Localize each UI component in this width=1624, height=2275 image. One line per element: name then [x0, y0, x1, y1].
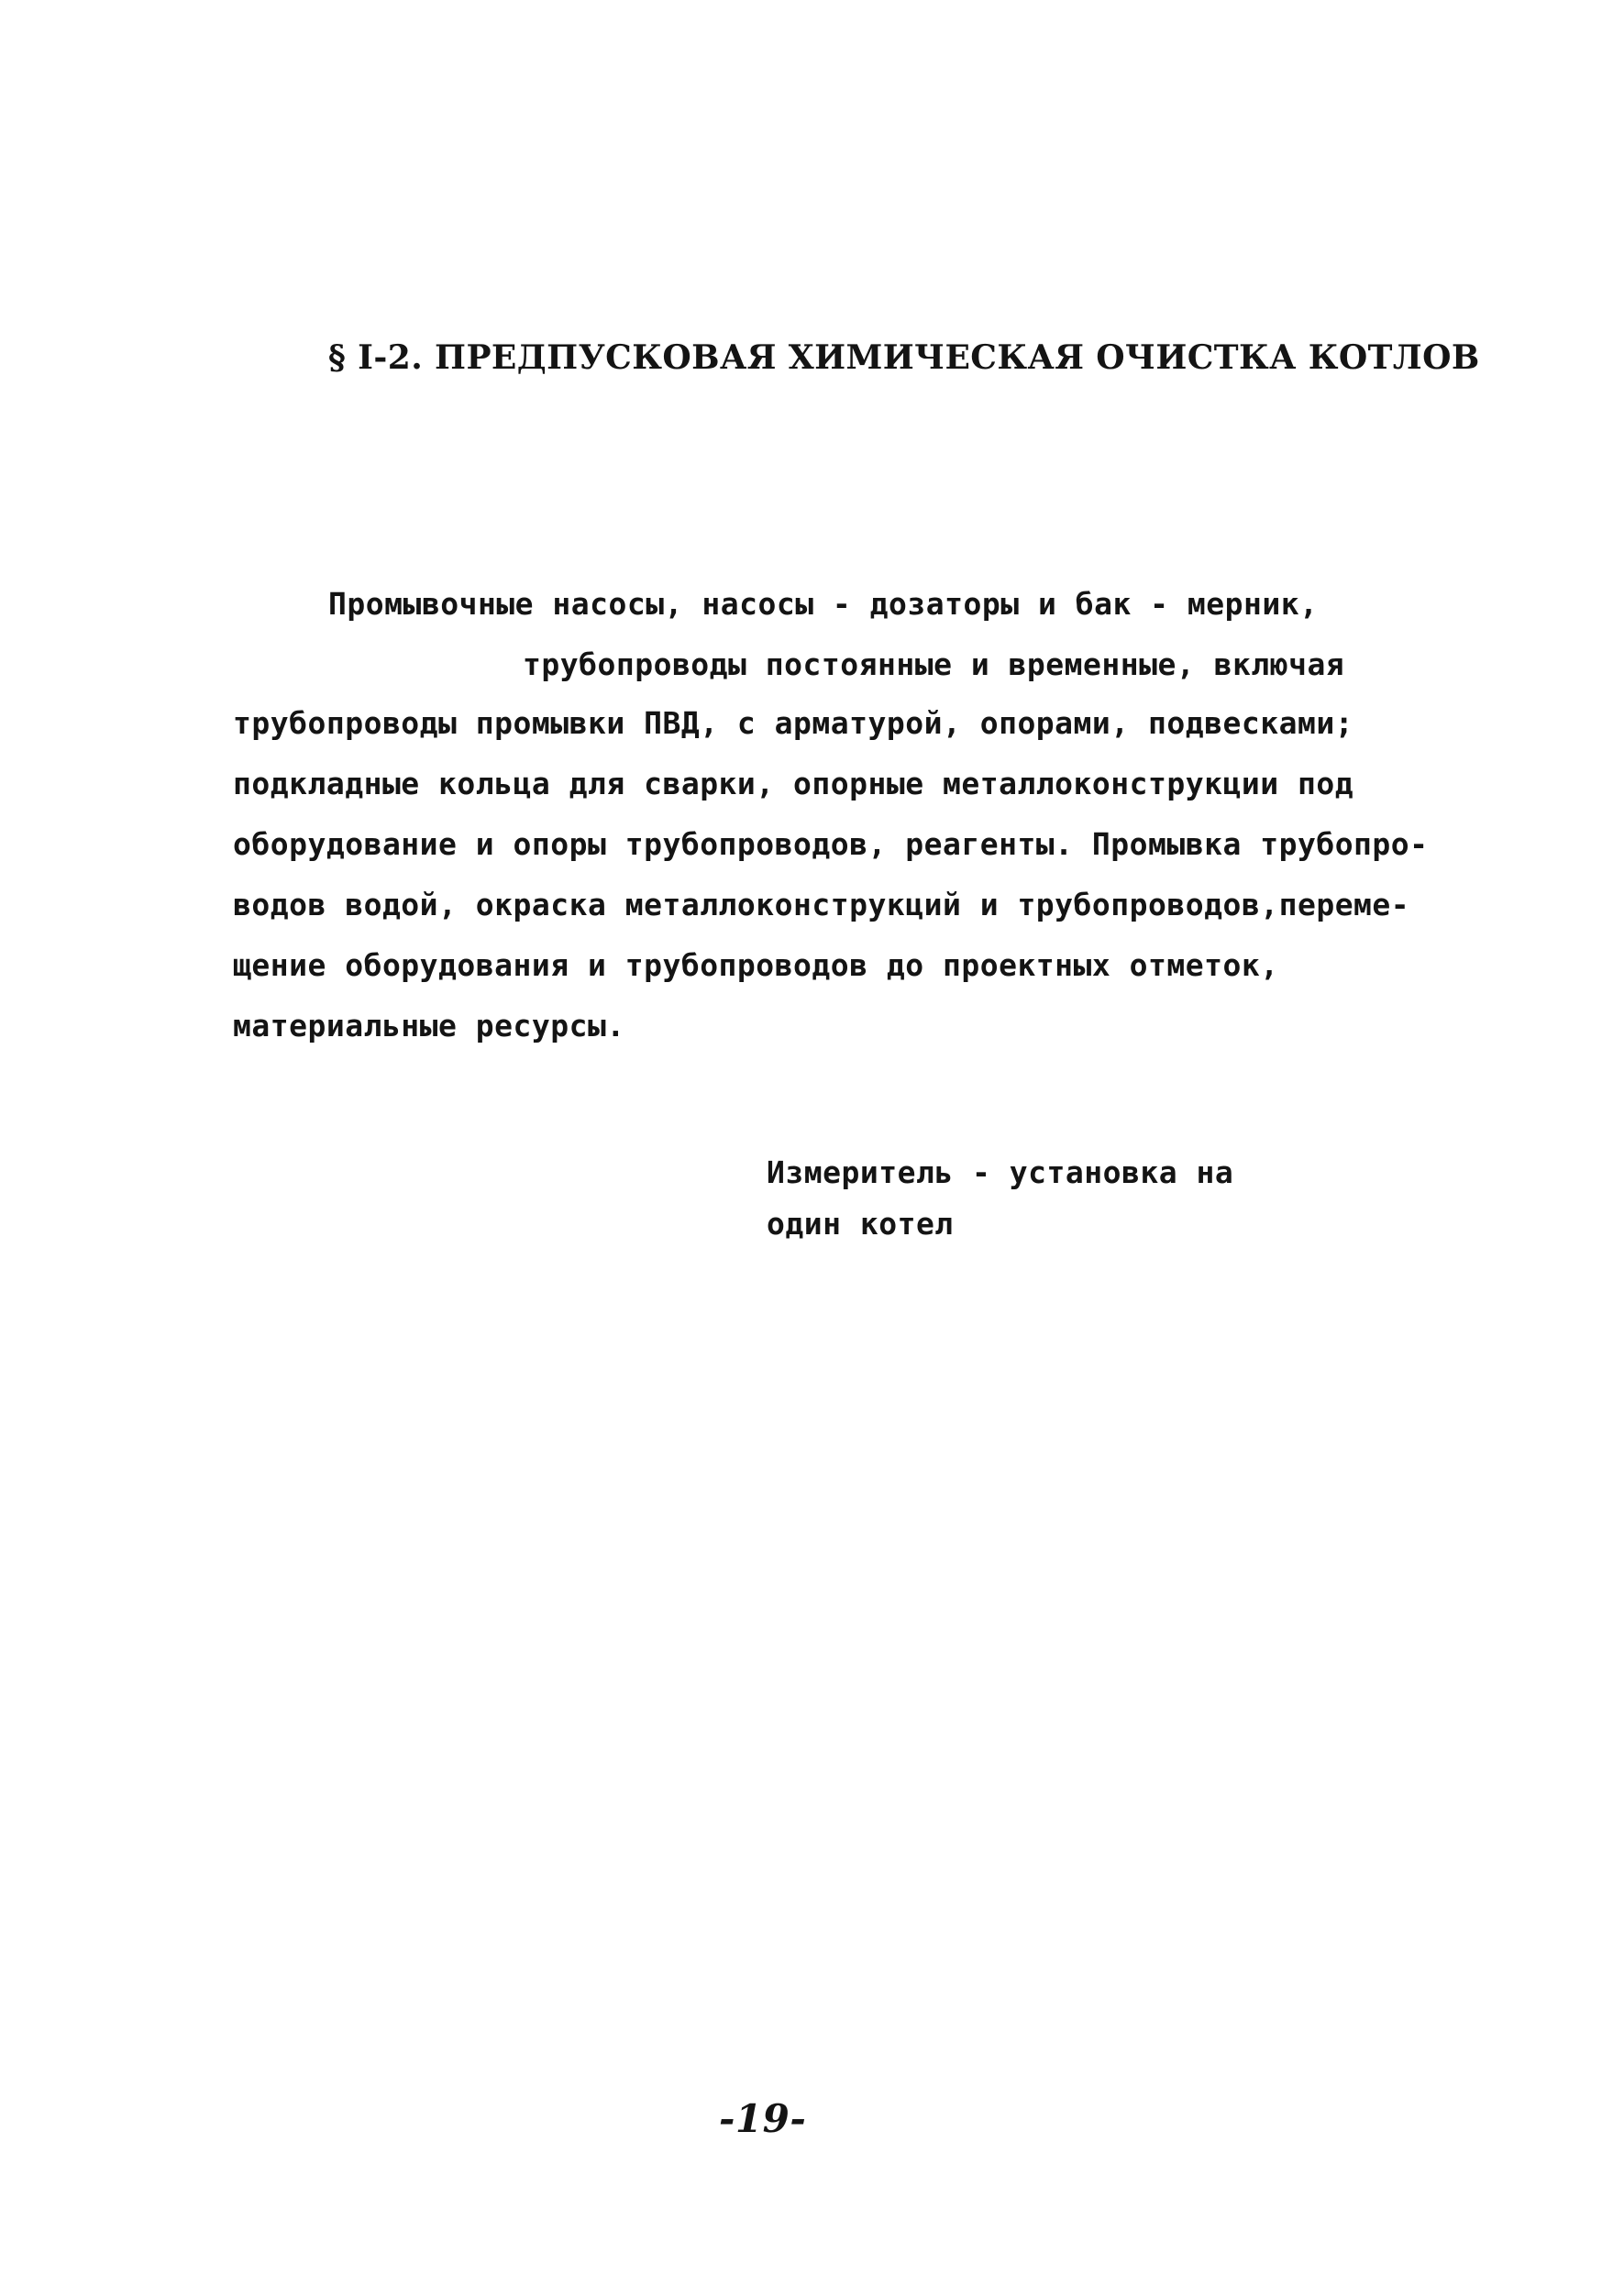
body-line: оборудование и опоры трубопроводов, реагенты. Промывка трубопро- [233, 826, 1429, 862]
body-line: трубопроводы промывки ПВД, с арматурой, опорами, подвесками; [233, 705, 1354, 741]
body-line: щение оборудования и трубопроводов до проектных отметок, [233, 947, 1279, 983]
body-line: материальные ресурсы. [233, 1008, 625, 1044]
body-line: подкладные кольца для сварки, опорные металлоконструкции под [233, 766, 1354, 801]
body-line: водов водой, окраска металлоконструкций и трубопроводов,переме- [233, 887, 1410, 922]
page-number: -19- [719, 2096, 807, 2141]
section-heading: § I-2. ПРЕДПУСКОВАЯ ХИМИЧЕСКАЯ ОЧИСТКА КОТЛОВ [328, 338, 1480, 377]
body-line: Промывочные насосы, насосы - дозаторы и бак - мерник, [328, 586, 1319, 622]
measure-unit-line: один котел [767, 1206, 954, 1242]
body-line: трубопроводы постоянные и временные, включая [523, 646, 1345, 682]
measure-unit-line: Измеритель - установка на [767, 1154, 1234, 1190]
